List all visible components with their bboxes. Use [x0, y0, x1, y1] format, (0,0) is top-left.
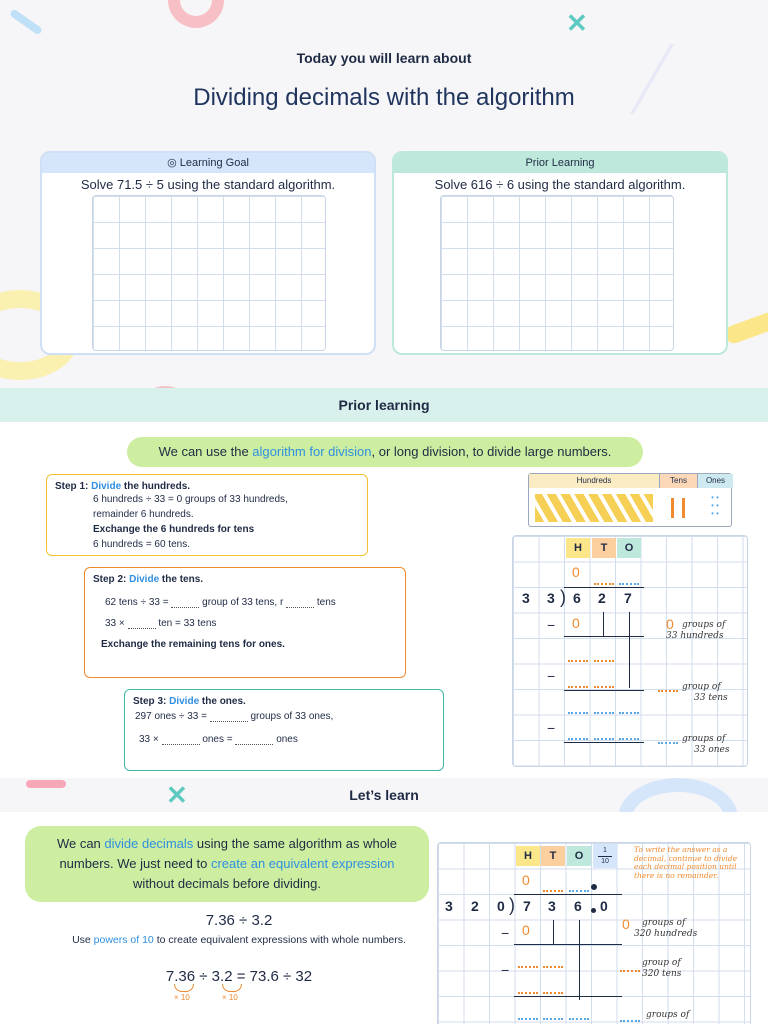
- step3-blank-1[interactable]: [210, 712, 248, 722]
- lets-note3-blank: [620, 1020, 640, 1022]
- frac-bottom: 10: [601, 858, 609, 865]
- lets-blank-row2-t: [543, 966, 563, 968]
- prior-quotient-blank-t: [594, 583, 614, 585]
- prior-learning-grid[interactable]: [440, 195, 674, 351]
- prior-dividend-1: 6: [573, 590, 581, 606]
- prior-quotient-zero: 0: [572, 564, 580, 580]
- lets-header-h: H: [516, 846, 540, 866]
- lets-header-o: O: [567, 846, 591, 866]
- prior-learning-card: [392, 151, 728, 355]
- step2-a1: 62 tens ÷ 33 =: [105, 597, 169, 608]
- prior-arrow-1: [603, 612, 604, 636]
- lets-dividend-4: 0: [600, 898, 608, 914]
- learning-goal-head: [42, 153, 374, 173]
- prior-intro-pill: [127, 437, 643, 467]
- lets-header-tenths: [593, 844, 617, 868]
- step2-blank-1[interactable]: [171, 598, 199, 608]
- prior-subtract-line-3: [564, 742, 644, 743]
- decor-pill-yellow: [723, 308, 768, 345]
- prior-blank-row5-h: [568, 738, 588, 740]
- prior-minus-2: −: [547, 668, 556, 684]
- lets-decimal-dot: [591, 908, 596, 913]
- step1-rest: the hundreds.: [121, 481, 191, 492]
- prior-minus-1: −: [547, 617, 556, 633]
- step2-b1: 33 ×: [105, 618, 125, 629]
- decor-cross: ✕: [566, 8, 588, 38]
- step1-verb: Divide: [91, 481, 122, 492]
- lets-decimal-dot-top: [591, 884, 597, 890]
- step1-line1: 6 hundreds ÷ 33 = 0 groups of 33 hundreds,: [93, 494, 288, 505]
- lets-equation: 7.36 ÷ 3.2 = 73.6 ÷ 32: [165, 968, 313, 985]
- lets-dividend-3: 6: [574, 898, 582, 914]
- step2-blank-3[interactable]: [128, 619, 156, 629]
- prior-learning-head: [394, 153, 726, 173]
- lets-note-top: To write the answer as a decimal, continue to divide each decimal position until there is no remainder.: [634, 845, 738, 880]
- lets-division-bar: [514, 894, 622, 895]
- lets-blank-row4-t: [543, 1018, 563, 1020]
- prior-blank-row4-t: [594, 712, 614, 714]
- prior-blank-row3-h: [568, 686, 588, 688]
- pv-hundreds-head: Hundreds: [529, 474, 659, 488]
- prior-learning-task: Solve 616 ÷ 6 using the standard algorithm.: [434, 177, 686, 192]
- step3-label: Step 3:: [133, 696, 170, 707]
- prior-note2-blank: [658, 690, 678, 692]
- prior-learning-band: Prior learning: [0, 388, 768, 422]
- page-title: Dividing decimals with the algorithm: [193, 84, 575, 111]
- prior-arrow-2: [629, 612, 630, 688]
- prior-note3-blank: [658, 742, 678, 744]
- step2-blank-2[interactable]: [286, 598, 314, 608]
- lets-dividend-1: 7: [523, 898, 531, 914]
- step3-a1: 297 ones ÷ 33 =: [135, 711, 207, 722]
- learning-goal-label: Learning Goal: [179, 157, 249, 169]
- prior-header-h: H: [566, 538, 590, 558]
- lets-sub-zero: 0: [522, 922, 530, 938]
- lets-quotient-blank-o: [569, 890, 589, 892]
- prior-divisor-2: 3: [547, 590, 555, 606]
- step3-a2: groups of 33 ones,: [250, 711, 334, 722]
- prior-dividend-3: 7: [624, 590, 632, 606]
- lets-divisor-3: 0: [497, 898, 505, 914]
- prior-header-o: O: [617, 538, 641, 558]
- prior-header-t: T: [592, 538, 616, 558]
- use-post: to create equivalent expressions with whole numbers.: [153, 934, 406, 946]
- prior-note2-a: group of: [682, 682, 721, 692]
- lets-intro-1: We can: [56, 836, 105, 851]
- lets-learn-band: Let’s learn: [349, 787, 419, 803]
- lets-header-t: T: [541, 846, 565, 866]
- prior-divisor-1: 3: [522, 590, 530, 606]
- step2-rest: the tens.: [159, 574, 204, 585]
- prior-intro-text-2: , or long division, to divide large numbers.: [371, 444, 612, 459]
- decor-stripe: [9, 8, 43, 35]
- prior-subtract-line-1: [564, 636, 644, 637]
- step1-box: [46, 474, 368, 556]
- lets-quotient-zero: 0: [522, 872, 530, 888]
- lets-arrow-1: [553, 920, 554, 944]
- step3-rest: the ones.: [199, 696, 246, 707]
- step1-line2: remainder 6 hundreds.: [93, 509, 194, 520]
- lets-blank-row3-h: [518, 992, 538, 994]
- prior-sub-zero: 0: [572, 615, 580, 631]
- lets-blank-row4-h: [518, 1018, 538, 1020]
- prior-note2: [682, 682, 752, 704]
- lets-divisor-1: 3: [445, 898, 453, 914]
- lets-blank-row4-o: [569, 1018, 589, 1020]
- lets-quotient-blank-t: [543, 890, 563, 892]
- prior-quotient-blank-o: [619, 583, 639, 585]
- lets-note1-b: 320 hundreds: [634, 929, 698, 939]
- prior-note1-b: 33 hundreds: [666, 631, 724, 641]
- powers-of-10-link: powers of 10: [93, 934, 154, 946]
- prior-note1-a: groups of: [682, 620, 726, 630]
- equivalent-expression-link: create an equivalent expression: [210, 856, 395, 871]
- pv-ones-head: Ones: [697, 474, 733, 488]
- x10-label-2: × 10: [222, 993, 238, 1002]
- step3-b3: ones: [276, 734, 298, 745]
- prior-blank-row5-t: [594, 738, 614, 740]
- step1-label: Step 1:: [55, 481, 92, 492]
- lets-intro-3: without decimals before dividing.: [133, 876, 321, 891]
- lets-note2: [642, 958, 732, 980]
- learning-goal-card: [40, 151, 376, 355]
- step2-box: [84, 567, 406, 678]
- place-value-table: [528, 473, 732, 527]
- step2-a2: group of 33 tens, r: [202, 597, 284, 608]
- prior-bracket: ): [560, 587, 566, 607]
- step3-blank-3[interactable]: [235, 735, 273, 745]
- step1-line4: 6 hundreds = 60 tens.: [93, 539, 191, 550]
- learning-goal-task: Solve 71.5 ÷ 5 using the standard algorithm.: [80, 177, 336, 192]
- step2-label: Step 2:: [93, 574, 130, 585]
- step2-verb: Divide: [129, 574, 160, 585]
- prior-dividend-2: 2: [598, 590, 606, 606]
- prior-minus-3: −: [547, 720, 556, 736]
- step3-blank-2[interactable]: [162, 735, 200, 745]
- decor-cross-4: ✕: [166, 780, 188, 810]
- prior-note1: [666, 620, 746, 642]
- lets-minus-1: −: [501, 925, 510, 941]
- lets-use-powers: [25, 934, 453, 946]
- lets-expression: 7.36 ÷ 3.2: [205, 912, 273, 929]
- pv-tens-head: Tens: [659, 474, 697, 488]
- lets-subtract-line-1: [514, 944, 622, 945]
- hundreds-blocks-icon: [535, 494, 653, 522]
- lets-subtract-line-2: [514, 996, 622, 997]
- lets-blank-row3-t: [543, 992, 563, 994]
- decor-ring: [168, 0, 224, 28]
- target-icon: ◎: [167, 157, 177, 169]
- step3-b2: ones =: [202, 734, 233, 745]
- prior-intro-text: We can use the: [158, 444, 253, 459]
- frac-top: 1: [598, 846, 612, 857]
- lets-note1: [634, 918, 744, 940]
- lets-intro-2: using the same algorithm as whole numbers. We just need to: [59, 836, 398, 871]
- prior-note3-b: 33 ones: [694, 745, 730, 755]
- prior-note3-a: groups of: [682, 734, 726, 744]
- lets-arrow-2: [579, 920, 580, 1000]
- divide-decimals-link: divide decimals: [104, 836, 194, 851]
- prior-note1-zero: 0: [666, 616, 674, 632]
- step3-box: [124, 689, 444, 771]
- lets-note2-blank: [620, 970, 640, 972]
- prior-note2-b: 33 tens: [694, 693, 728, 703]
- prior-note3: [682, 734, 752, 756]
- lets-note1-a: groups of: [642, 918, 686, 928]
- lets-note2-b: 320 tens: [642, 969, 682, 979]
- step2-a3: tens: [316, 597, 336, 608]
- step3-verb: Divide: [169, 696, 200, 707]
- prior-blank-row2-h: [568, 660, 588, 662]
- learning-goal-grid[interactable]: [92, 195, 326, 351]
- step3-b1: 33 ×: [139, 734, 159, 745]
- lets-divisor-2: 2: [471, 898, 479, 914]
- prior-learning-label: Prior Learning: [525, 157, 595, 169]
- prior-blank-row5-o: [619, 738, 639, 740]
- kicker: Today you will learn about: [296, 50, 472, 66]
- use-pre: Use: [72, 934, 94, 946]
- lets-minus-2: −: [501, 962, 510, 978]
- step1-line3: Exchange the 6 hundreds for tens: [93, 524, 255, 535]
- step2-b2: ten = 33 tens: [158, 618, 217, 629]
- algorithm-link: algorithm for division: [252, 444, 372, 459]
- prior-blank-row4-o: [619, 712, 639, 714]
- ones-cubes-icon: • • • • • •: [711, 493, 719, 518]
- prior-blank-row2-t: [594, 660, 614, 662]
- tens-rods-icon: [671, 498, 685, 518]
- lets-note3: groups of: [646, 1010, 690, 1020]
- prior-subtract-line-2: [564, 690, 644, 691]
- prior-division-bar: [564, 587, 644, 588]
- lets-note2-a: group of: [642, 958, 681, 968]
- prior-blank-row4-h: [568, 712, 588, 714]
- prior-blank-row3-t: [594, 686, 614, 688]
- lets-note1-zero: 0: [622, 916, 630, 932]
- lets-dividend-2: 3: [548, 898, 556, 914]
- lets-learn-intro-pill: [25, 826, 429, 902]
- step2-c: Exchange the remaining tens for ones.: [101, 639, 285, 650]
- x10-label-1: × 10: [174, 993, 190, 1002]
- lets-blank-row2-h: [518, 966, 538, 968]
- lets-bracket: ): [509, 895, 515, 915]
